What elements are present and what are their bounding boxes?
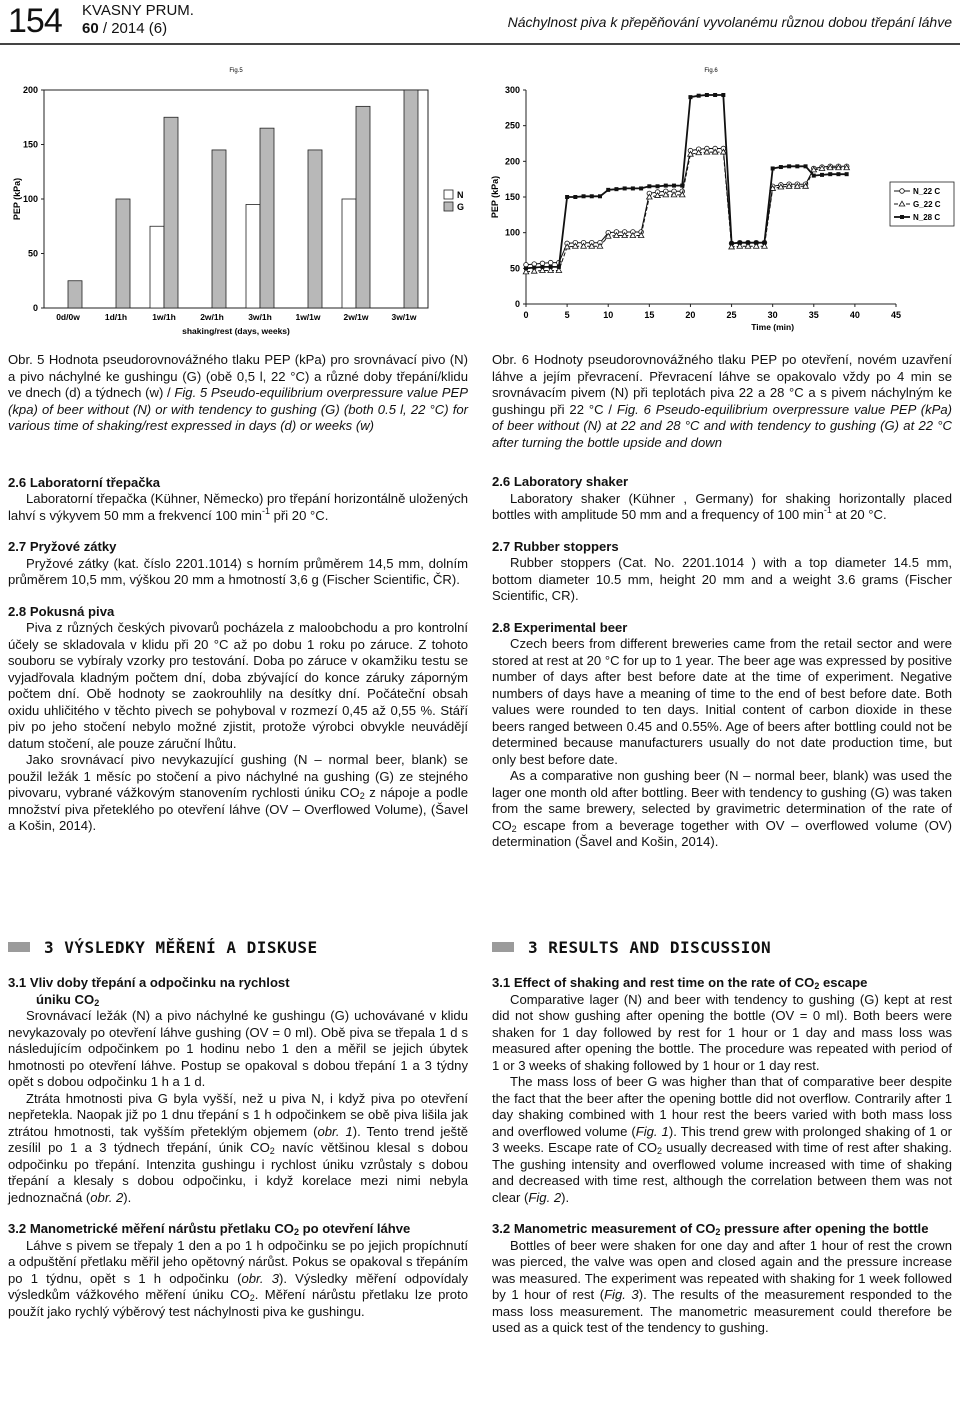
fig5-bar-g xyxy=(404,90,418,308)
fig6-legend-label: G_22 C xyxy=(913,200,941,209)
fig5-xtick-label: 0d/0w xyxy=(56,312,80,322)
s32-title-a: 3.2 Manometrické měření nárůstu přetlaku CO xyxy=(8,1221,294,1236)
co2-sub: 2 xyxy=(293,1227,299,1237)
fig6-caption-lead: Obr. 6 xyxy=(492,352,535,367)
fig6-xtick-label: 0 xyxy=(523,310,529,320)
section-2-7-text-en: Rubber stoppers (Cat. No. 2201.1014 ) with a top diameter 14.5 mm, bottom diameter 10.5 mm, height 20 mm and a weight 3.6 grams (Fischer Scientific, CR). xyxy=(492,555,952,603)
s32-p1-a-en: Bottles of beer were shaken for one day and after 1 hour of rest the crown was pierced, the valve was open and closed again and the pressure increase was measured. The experiment was repeated with shaking for 1 week followed by 1 hour of rest ( xyxy=(492,1237,952,1302)
section-2-8-title: 2.8 Pokusná piva xyxy=(8,603,115,619)
fig6-legend-marker xyxy=(900,189,905,194)
section-2-7-text: Pryžové zátky (kat. číslo 2201.1014) s horním průměrem 14,5 mm, dolním průměrem 10,5 mm, výškou 20 mm a hmotností 3,6 g (Fischer Scientific, ČR). xyxy=(8,555,468,587)
fig6-point-n28 xyxy=(606,188,610,192)
fig6-point-n28 xyxy=(754,241,758,245)
fig6-point-n28 xyxy=(590,194,594,198)
fig5-bar-g xyxy=(116,199,130,308)
fig6-xtick-label: 20 xyxy=(685,310,696,320)
fig6-point-n28 xyxy=(524,266,528,270)
fig5-legend-label: N xyxy=(457,190,464,200)
fig5-bar-g xyxy=(212,150,226,308)
fig5-caption-en: Fig. 5 Pseudo-equilibrium overpressure value PEP (kpa) of beer without (N) or with tendency to gushing (G) (both 0.5 l, 22 °C) for various time of shaking/rest expressed in days (d) or weeks (w) xyxy=(8,385,468,433)
s32-p1-b-en: ). The results of the measurement responded to the mass loss measurement. The manometric measurement could therefore be used as a quick test of the tendency to gushing. xyxy=(492,1287,952,1335)
fig6-point-n28 xyxy=(697,94,701,98)
volume: 60 xyxy=(82,20,99,37)
journal-issue xyxy=(82,20,167,37)
journal-name: KVASNY PRUM. xyxy=(82,2,194,19)
fig6-ytick-label: 200 xyxy=(504,156,520,167)
section-2-6-title: 2.6 Laboratorní třepačka xyxy=(8,474,161,490)
section-3-1-title-en xyxy=(492,975,952,992)
fig5-xtick-label: 1d/1h xyxy=(104,312,128,322)
s31-p2-c: navíc většinou klesal s dobou odpočinku po třepání. Intenzita gushingu i rychlost úniku vzrůstaly s dobou třepání a klesaly s dobou odpočinku, i když korelace mezi nimi nebyla jednoznačná ( xyxy=(8,1140,468,1205)
section-2-6-text xyxy=(8,491,468,524)
section-3-title-en: 3 RESULTS AND DISCUSSION xyxy=(528,938,772,957)
right-column xyxy=(492,352,952,851)
fig6-ytick-label: 50 xyxy=(509,263,520,274)
s26-text-b-en: at 20 °C. xyxy=(831,507,887,522)
fig6-ytick-label: 150 xyxy=(504,192,520,202)
fig6-point-n28 xyxy=(779,165,783,169)
running-header xyxy=(0,0,960,42)
fig6-point-n28 xyxy=(532,266,536,270)
s31-p2-c-en: usually decreased with time of rest after shaking. The gushing intensity and overflowed volume increased with time of shaking and decreased with time rest, although the correlation between them was not clear ( xyxy=(492,1140,952,1205)
fig6-caption-en: Fig. 6 Pseudo-equilibrium overpressure value PEP (kPa) of beer without (N) at 22 and 28 °C and with tendency to gushing (G) at 22 °C after turning the bottle upside and down xyxy=(492,401,952,450)
section-3-title-cz: 3 VÝSLEDKY MĚŘENÍ A DISKUSE xyxy=(44,938,318,957)
fig6-point-n28 xyxy=(771,166,775,170)
fig6-ytick-label: 250 xyxy=(504,120,520,131)
fig5-xtick-label: 2w/1w xyxy=(343,312,369,322)
co2-sub: 2 xyxy=(814,981,820,991)
s31-p2-b-en: ). This trend grew with prolonged shaking of 1 or 3 weeks. Escape rate of CO xyxy=(492,1123,952,1155)
fig6-ylabel: PEP (kPa) xyxy=(490,175,500,219)
figure-5 xyxy=(8,60,478,350)
fig6-xtick-label: 45 xyxy=(890,310,902,320)
s32-p1-a: Láhve s pivem se třepaly 1 den a po 1 h odpočinku se po jejich propíchnutí a odpuštění přetlaku měřil jeho opětovný nárůst. Pokus se opakoval s třepáním po 1 týdnu, opět s 1 h odpočinku ( xyxy=(8,1237,468,1286)
fig6-point-n28 xyxy=(845,172,849,176)
fig6-point-n28 xyxy=(557,265,561,269)
s26-text-b: při 20 °C. xyxy=(269,507,329,523)
fig6-point-n28 xyxy=(614,187,618,191)
s26-sup-en: -1 xyxy=(823,505,832,515)
section-2-8-p1: Piva z různých českých pivovarů pocházela z maloobchodu a pro kontrolní účely se skladovala v klidu při 20 °C až po dobu 1 roku po záruce. Z tohoto souboru se vybíraly vzorky pro testování. Doba po záruce v okamžiku testu se vyjadřovala kladným počtem dní, doba zbývající do konce záruky záporným počtem dní. Obě hodnoty se zaokrouhlily na desítky dní. Počáteční obsah oxidu uhličitého v těchto pivech se pohyboval v rozmezí 0,45 až 0,55 %. Stáří piv po jeho stočení nebylo možné zjistit, protože výrobci obvykle neuvádějí datum stočení, ale pouze záruční lhůtu. xyxy=(8,620,468,751)
fig5-bar-g xyxy=(164,117,178,308)
page-number: 154 xyxy=(8,2,62,40)
fig6-point-n28 xyxy=(582,194,586,198)
section-3-2-p1-en xyxy=(492,1238,952,1337)
s28-p2-a-en: As a comparative non gushing beer (N – normal beer, blank) was used the lager one month old after bottling. Beer with tendency to gushing (G) was taken from the same brewery, selected by gravimetric determination of the rate of CO xyxy=(492,768,952,833)
fig6-point-n28 xyxy=(787,164,791,168)
fig6-point-n28 xyxy=(573,195,577,199)
section-3-1-p2-en xyxy=(492,1074,952,1206)
fig6-point-n28 xyxy=(680,184,684,188)
fig5-bar-n xyxy=(246,204,260,308)
fig6-caption xyxy=(492,352,952,451)
fig6-xtick-label: 40 xyxy=(849,310,860,320)
co2-sub: 2 xyxy=(249,1293,255,1303)
fig5-bar-g xyxy=(308,150,322,308)
fig2-ref: Fig. 2 xyxy=(528,1189,562,1205)
s32-title-b: po otevření láhve xyxy=(299,1221,411,1236)
fig6-xtick-label: 15 xyxy=(644,310,655,320)
section-3-1-p2 xyxy=(8,1091,468,1207)
fig5-caption-cz: Hodnota pseudorovnovážného tlaku PEP (kPa) pro srovnávací pivo (N) a pivo náchylné ke gushingu (G) (obě 0,5 l, 22 °C) a různé doby třepání/klidu ve dnech (d) a týdnech (w) / xyxy=(8,352,468,400)
fig5-title: Fig.5 xyxy=(229,68,243,74)
fig6-point-n28 xyxy=(540,265,544,269)
fig6-point-n28 xyxy=(795,164,799,168)
fig6-ytick-label: 300 xyxy=(504,85,520,95)
fig5-bar-n xyxy=(342,199,356,308)
fig5-ytick-label: 0 xyxy=(32,303,38,313)
figure-6 xyxy=(486,60,956,350)
fig6-xlabel: Time (min) xyxy=(751,322,795,332)
fig6-ytick-label: 100 xyxy=(504,227,520,238)
header-rule xyxy=(0,43,960,45)
fig5-chart xyxy=(8,60,478,350)
fig5-xtick-label: 1w/1h xyxy=(152,312,176,322)
s31-p2-b: ). Tento trend ještě zesílil po 1 a 3 týdnech třepání, únik CO xyxy=(8,1123,468,1155)
left-column-results xyxy=(8,975,468,1320)
section-2-6-title-en: 2.6 Laboratory shaker xyxy=(492,474,629,489)
fig6-ytick-label: 0 xyxy=(514,299,520,309)
left-column xyxy=(8,352,468,835)
fig5-caption xyxy=(8,352,468,435)
fig5-ytick-label: 100 xyxy=(22,194,38,204)
right-column-results xyxy=(492,975,952,1337)
fig6-point-n28 xyxy=(672,184,676,188)
fig6-xtick-label: 30 xyxy=(767,310,778,320)
s31-p2-d-en: ). xyxy=(561,1189,570,1205)
obr2-ref: obr. 2 xyxy=(90,1189,124,1205)
s32-title-a-en: 3.2 Manometric measurement of CO xyxy=(492,1221,716,1236)
section-2-8-p1-en: Czech beers from different breweries came from the retail sector and were stored at rest at 20 °C for up to 1 year. The beer age was expressed by positive number of days after best before date at the time of experiment. Negative numbers of days have a meaning of time to the end of best before date. Both values were rounded to ten days. Initial content of carbon dioxide in these beers ranged between 0.45 and 0.55%. Age of beers after bottling could not be determined because manufacturers usually do not date production time, but only best before date. xyxy=(492,636,952,767)
fig6-point-n28 xyxy=(705,93,709,97)
fig6-point-n28 xyxy=(598,194,602,198)
fig5-legend-swatch-g xyxy=(444,202,453,211)
section-marker xyxy=(8,942,30,952)
fig5-ytick-label: 50 xyxy=(27,248,38,259)
fig6-xtick-label: 25 xyxy=(726,310,737,320)
fig5-xtick-label: 3w/1w xyxy=(391,312,417,322)
co2-sub: 2 xyxy=(94,997,100,1008)
fig6-point-n28 xyxy=(656,184,660,188)
section-3-2-title xyxy=(8,1221,468,1238)
fig5-bar-g xyxy=(356,106,370,308)
fig6-point-n28 xyxy=(820,173,824,177)
s26-text-a: Laboratorní třepačka (Kühner, Německo) pro třepání horizontálně uložených lahví s výkyvem 50 mm a frekvencí 100 min xyxy=(8,491,468,523)
fig3-ref: Fig. 3 xyxy=(604,1287,639,1302)
fig6-background xyxy=(486,60,956,350)
section-3-1-p1: Srovnávací ležák (N) a pivo náchylné ke gushingu (G) uchovávané v klidu nevykazovaly po otevření láhve gushing (OV = 0 ml). Obě piva se třepala 1 d s následujícím odpočinkem po 1 hodinu nebo 1 den a měřil se jejich úbytek hmotnosti po otevření láhve. Postup se opakoval s dobou třepání 1 a 3 týdny opět s dobou odpočinku 1 h a 1 d. xyxy=(8,1008,468,1089)
fig6-point-n28 xyxy=(804,164,808,168)
fig6-caption-cz: Hodnoty pseudorovnovážného tlaku PEP po otevření, novém uzavření láhve a jejím převracení. Převracení láhve se opakovalo vždy po 4 min se srovnávacím pivem (N) při teplotách piva 22 a 28 °C a s pivem náchylným ke gushingu při 22 °C / xyxy=(492,352,952,417)
s31-title-a-en: 3.1 Effect of shaking and rest time on the rate of CO xyxy=(492,975,815,990)
s31-p2-a-en: The mass loss of beer G was higher than that of comparative beer despite the fact that the beer after the opening bottle did not overflow. Contrarily after 1 day shaking combined with 1 hour rest the beers varied with both mass loss and overflowed volume ( xyxy=(492,1074,952,1139)
fig5-xtick-label: 3w/1h xyxy=(248,312,272,322)
fig6-chart xyxy=(486,60,956,350)
section-3-heading-cz xyxy=(8,938,318,957)
fig5-legend-swatch-n xyxy=(444,190,453,199)
fig6-xtick-label: 35 xyxy=(808,310,819,320)
fig5-legend-label: G xyxy=(457,202,465,212)
fig5-ylabel: PEP (kPa) xyxy=(12,177,22,221)
fig6-point-n28 xyxy=(762,241,766,245)
fig5-ytick-label: 150 xyxy=(22,139,38,150)
section-3-1-title-a: 3.1 Vliv doby třepání a odpočinku na rychlost xyxy=(8,975,290,990)
fig6-xtick-label: 10 xyxy=(603,310,614,320)
fig6-legend-label: N_28 C xyxy=(913,213,941,222)
s28-p2-b-en: escape from a beverage together with OV – overflowed volume (OV) determination (Šavel and Košin, 2014). xyxy=(492,817,952,849)
fig6-point-n28 xyxy=(639,186,643,190)
section-2-8-p2 xyxy=(8,752,468,835)
co2-sub: 2 xyxy=(657,1146,663,1156)
co2-sub: 2 xyxy=(715,1227,721,1237)
co2-sub: 2 xyxy=(269,1146,275,1156)
fig5-bar-n xyxy=(150,226,164,308)
fig5-ytick-label: 200 xyxy=(22,85,38,95)
s31-p2-d: ). xyxy=(123,1189,132,1205)
fig6-point-n28 xyxy=(549,265,553,269)
section-2-8-p2-en xyxy=(492,768,952,851)
s31-title-b-en: escape xyxy=(819,975,868,990)
fig5-bar-g xyxy=(260,128,274,308)
fig6-point-n28 xyxy=(623,186,627,190)
section-3-heading-en xyxy=(492,938,771,957)
fig6-point-n22 xyxy=(548,260,553,265)
fig6-point-n28 xyxy=(746,241,750,245)
section-2-6-text-en xyxy=(492,491,952,524)
fig6-point-n28 xyxy=(631,186,635,190)
fig6-point-n28 xyxy=(647,184,651,188)
s32-p1-b: ). Výsledky měření odpovídaly výsledkům vážkového měření úniku CO xyxy=(8,1270,468,1302)
fig6-point-n28 xyxy=(738,241,742,245)
issue-year: / 2014 (6) xyxy=(98,20,168,37)
s26-sup: -1 xyxy=(261,505,270,516)
co2-sub: 2 xyxy=(359,791,365,801)
fig5-xtick-label: 2w/1h xyxy=(200,312,224,322)
fig5-bar-g xyxy=(68,281,82,308)
s32-title-b-en: pressure after opening the bottle xyxy=(720,1221,929,1236)
fig6-point-n28 xyxy=(721,93,725,97)
fig6-point-n28 xyxy=(812,174,816,178)
fig6-point-n28 xyxy=(828,172,832,176)
fig6-legend-label: N_22 C xyxy=(913,187,941,196)
fig6-point-n28 xyxy=(664,184,668,188)
obr1-ref: obr. 1 xyxy=(317,1123,353,1139)
running-title: Náchylnost piva k přepěňování vyvolanému různou dobou třepání láhve xyxy=(507,14,952,30)
s28-p2-a: Jako srovnávací pivo nevykazující gushing (N – normal beer, blank) se použil ležák 1 měsíc po stočení a pivo náchylné na gushing (G) ze stejného pivovaru, vybrané vážkovým stanovením rychlosti úniku CO xyxy=(8,752,468,800)
co2-sub: 2 xyxy=(511,823,517,834)
section-3-1-p1-en: Comparative lager (N) and beer with tendency to gushing (G) kept at rest did not show gushing after opening the bottle (OV = 0 ml). Both beers were shaken for 1 day followed by rest for 1 hour or 1 day and mass loss was measured after opening the bottle. The procedure was repeated with period of 1 or 3 weeks of shaking followed by 1 hour or 1 day rest. xyxy=(492,991,952,1073)
obr3-ref: obr. 3 xyxy=(241,1270,280,1286)
fig6-title: Fig.6 xyxy=(704,68,718,74)
fig6-point-n28 xyxy=(688,95,692,99)
section-2-7-title: 2.7 Pryžové zátky xyxy=(8,539,117,554)
s28-p2-b: z nápoje a podle množství piva přeteklého po otevření láhve (OV – Overflowed Volume), (Šavel a Košin, 2014). xyxy=(8,785,468,833)
fig6-point-n28 xyxy=(730,241,734,245)
s31-title-b-text: úniku CO xyxy=(36,991,95,1007)
section-2-7-title-en: 2.7 Rubber stoppers xyxy=(492,538,619,554)
section-3-2-p1 xyxy=(8,1238,468,1321)
fig5-xtick-label: 1w/1w xyxy=(295,312,321,322)
section-2-8-title-en: 2.8 Experimental beer xyxy=(492,619,628,635)
fig6-point-n28 xyxy=(836,172,840,176)
fig6-point-n28 xyxy=(713,93,717,97)
fig6-point-n28 xyxy=(565,195,569,199)
section-3-2-title-en xyxy=(492,1221,952,1238)
s31-p2-a: Ztráta hmotnosti piva G byla vyšší, než u piva N, i když piva po otevření nepřetekla. Naopak již po 1 dnu třepání s 1 h odpočinkem se obě piva lišila jak ztrátou hmotnosti, tak vyšším přeteklým objemem ( xyxy=(8,1090,468,1139)
fig6-legend-marker xyxy=(900,215,904,219)
fig6-xtick-label: 5 xyxy=(564,310,570,320)
fig1-ref: Fig. 1 xyxy=(635,1123,669,1139)
section-marker xyxy=(492,942,514,952)
fig5-xlabel: shaking/rest (days, weeks) xyxy=(182,326,290,336)
fig5-caption-lead: Obr. 5 xyxy=(8,352,49,367)
section-3-1-title-b xyxy=(8,992,468,1009)
s32-p1-c: . Měření nárůstu přetlaku lze proto použít jako rychlý výběrový test náchylnosti piva ke gushingu. xyxy=(8,1287,468,1319)
s26-text-a-en: Laboratory shaker (Kühner , Germany) for shaking horizontally placed bottles with amplitude 50 mm and a frequency of 100 min xyxy=(492,490,952,522)
